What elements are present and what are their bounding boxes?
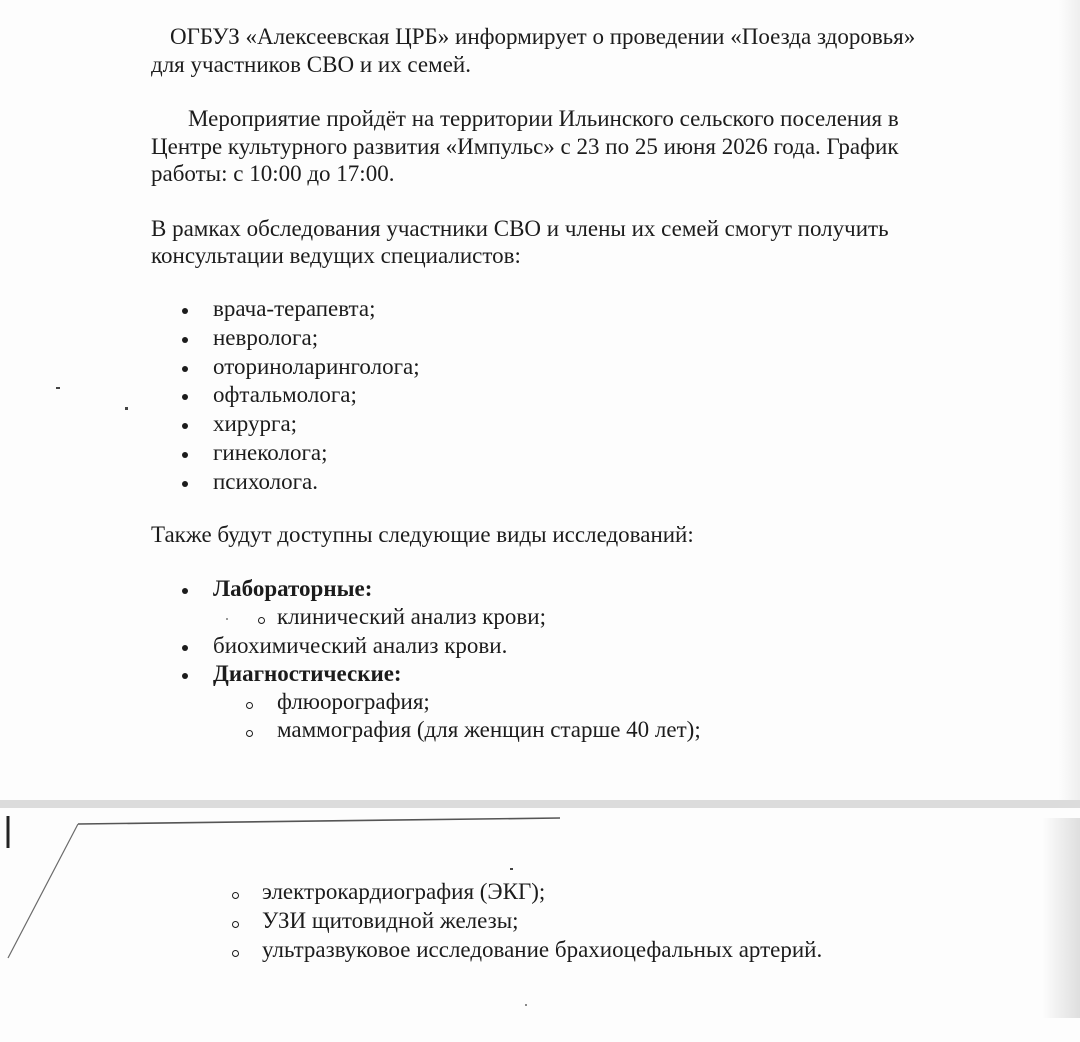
event-line-1: Мероприятие пройдёт на территории Ильинского сельского поселения в xyxy=(188,106,899,131)
list-item: хирурга; xyxy=(213,411,298,436)
page-fold-lines xyxy=(0,808,1080,1042)
list-item: флюорография; xyxy=(277,689,430,714)
intro-line-2: для участников СВО и их семей. xyxy=(151,52,471,77)
list-item: ультразвуковое исследование брахиоцефальных артерий. xyxy=(262,937,823,962)
scan-speck xyxy=(525,1004,527,1006)
bullet-icon xyxy=(182,481,188,487)
list-item: невролога; xyxy=(213,325,319,350)
list-item: биохимический анализ крови. xyxy=(213,633,508,658)
bullet-icon xyxy=(182,308,188,314)
bullet-icon xyxy=(182,423,188,429)
bullet-icon xyxy=(182,673,188,679)
event-line-3: работы: с 10:00 до 17:00. xyxy=(151,161,395,186)
bullet-icon xyxy=(182,452,188,458)
list-item: офтальмолога; xyxy=(213,382,357,407)
sub-bullet-icon xyxy=(246,702,253,709)
list-item: оториноларинголога; xyxy=(213,354,420,379)
scan-speck xyxy=(56,387,60,389)
bullet-icon xyxy=(182,588,188,594)
scan-speck xyxy=(125,407,128,410)
scan-speck xyxy=(226,618,228,620)
list-item: клинический анализ крови; xyxy=(277,604,546,629)
list-item: психолога. xyxy=(213,469,319,494)
scan-speck xyxy=(510,868,513,870)
bullet-icon xyxy=(182,394,188,400)
lab-heading: Лабораторные: xyxy=(213,576,373,601)
bullet-icon xyxy=(182,645,188,651)
sub-bullet-icon xyxy=(232,892,239,899)
consult-line-1: В рамках обследования участники СВО и члены их семей смогут получить xyxy=(151,216,889,241)
document-page-bottom xyxy=(0,808,1080,1042)
sub-bullet-icon xyxy=(258,617,265,624)
page-edge-shadow xyxy=(1058,0,1080,800)
consult-line-2: консультации ведущих специалистов: xyxy=(151,243,521,268)
sub-bullet-icon xyxy=(246,730,253,737)
sub-bullet-icon xyxy=(232,950,239,957)
list-item: электрокардиография (ЭКГ); xyxy=(262,879,546,904)
studies-intro: Также будут доступны следующие виды исследований: xyxy=(151,522,694,547)
list-item: гинеколога; xyxy=(213,440,328,465)
bullet-icon xyxy=(182,366,188,372)
diag-heading: Диагностические: xyxy=(213,661,402,686)
intro-line-1: ОГБУЗ «Алексеевская ЦРБ» информирует о проведении «Поезда здоровья» xyxy=(170,24,916,49)
bullet-icon xyxy=(182,337,188,343)
list-item: врача-терапевта; xyxy=(213,296,376,321)
sub-bullet-icon xyxy=(232,921,239,928)
list-item: УЗИ щитовидной железы; xyxy=(262,908,519,933)
event-line-2: Центре культурного развития «Импульс» с 23 по 25 июня 2026 года. График xyxy=(151,134,899,159)
list-item: маммография (для женщин старше 40 лет); xyxy=(277,717,701,742)
